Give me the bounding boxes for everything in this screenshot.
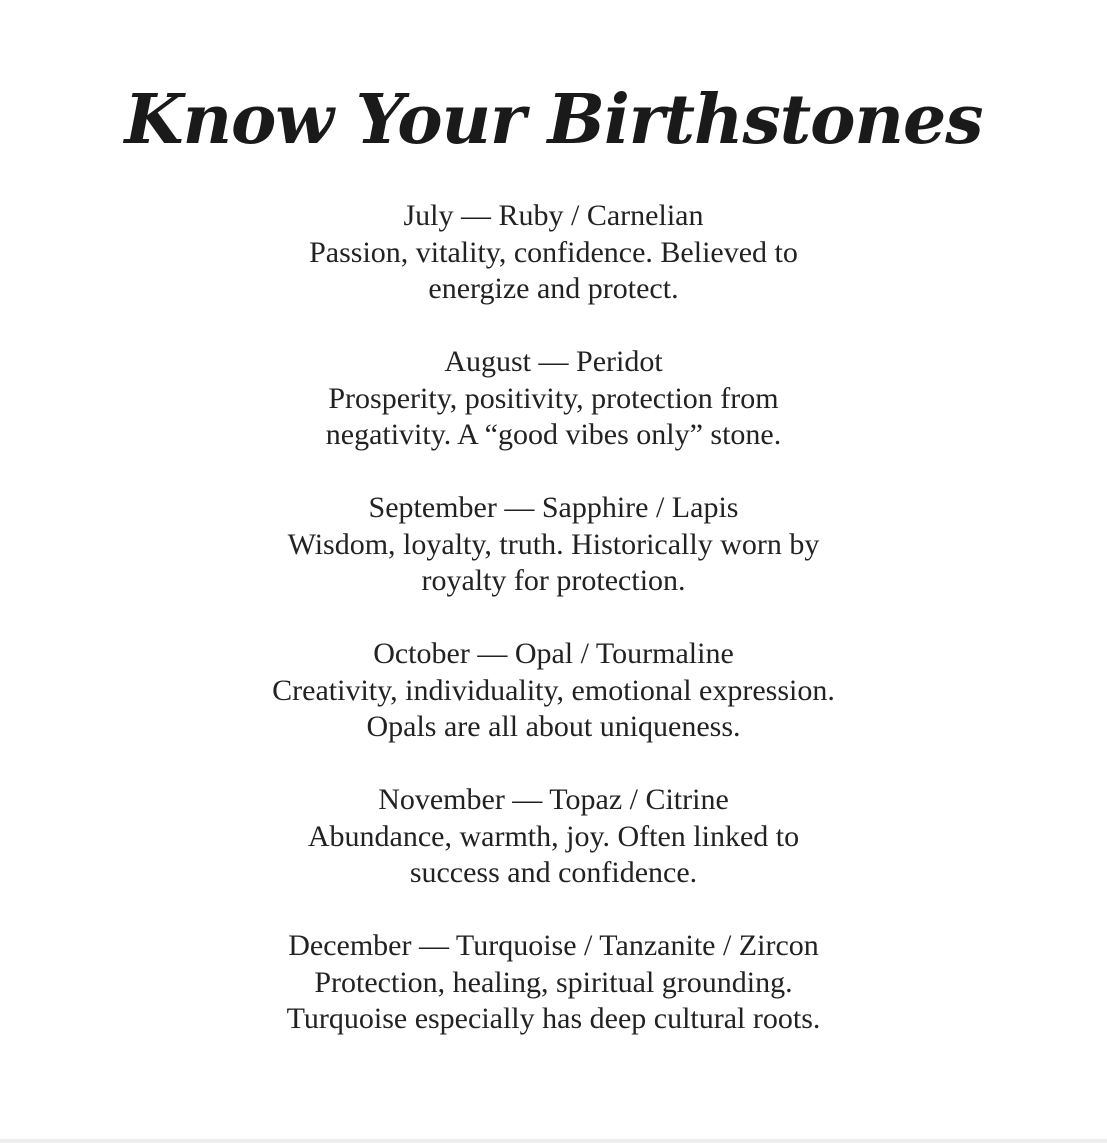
birthstone-entry-july xyxy=(0,198,1107,344)
entry-heading: November — Topaz / Citrine xyxy=(378,783,729,816)
birthstone-entry-november xyxy=(0,782,1107,928)
birthstone-entry-october xyxy=(0,636,1107,782)
birthstone-entry-september xyxy=(0,490,1107,636)
entry-description: Wisdom, loyalty, truth. Historically worn by royalty for protection. xyxy=(287,527,820,597)
birthstone-entry-august xyxy=(0,344,1107,490)
birthstone-list xyxy=(0,198,1107,1074)
entry-heading: October — Opal / Tourmaline xyxy=(373,637,734,670)
page-title: Know Your Birthstones xyxy=(124,80,983,160)
entry-heading: August — Peridot xyxy=(444,345,663,378)
entry-description: Creativity, individuality, emotional expression. Opals are all about uniqueness. xyxy=(272,673,835,743)
entry-description: Prosperity, positivity, protection from negativity. A “good vibes only” stone. xyxy=(325,381,782,451)
entry-description: Protection, healing, spiritual grounding. Turquoise especially has deep cultural roots. xyxy=(286,965,821,1035)
birthstone-entry-december xyxy=(0,928,1107,1074)
page-bottom-divider xyxy=(0,1139,1107,1143)
entry-description: Abundance, warmth, joy. Often linked to success and confidence. xyxy=(307,819,800,889)
entry-heading: July — Ruby / Carnelian xyxy=(403,199,704,232)
entry-heading: December — Turquoise / Tanzanite / Zircon xyxy=(288,929,819,962)
entry-description: Passion, vitality, confidence. Believed to energize and protect. xyxy=(309,235,798,305)
entry-heading: September — Sapphire / Lapis xyxy=(368,491,739,524)
